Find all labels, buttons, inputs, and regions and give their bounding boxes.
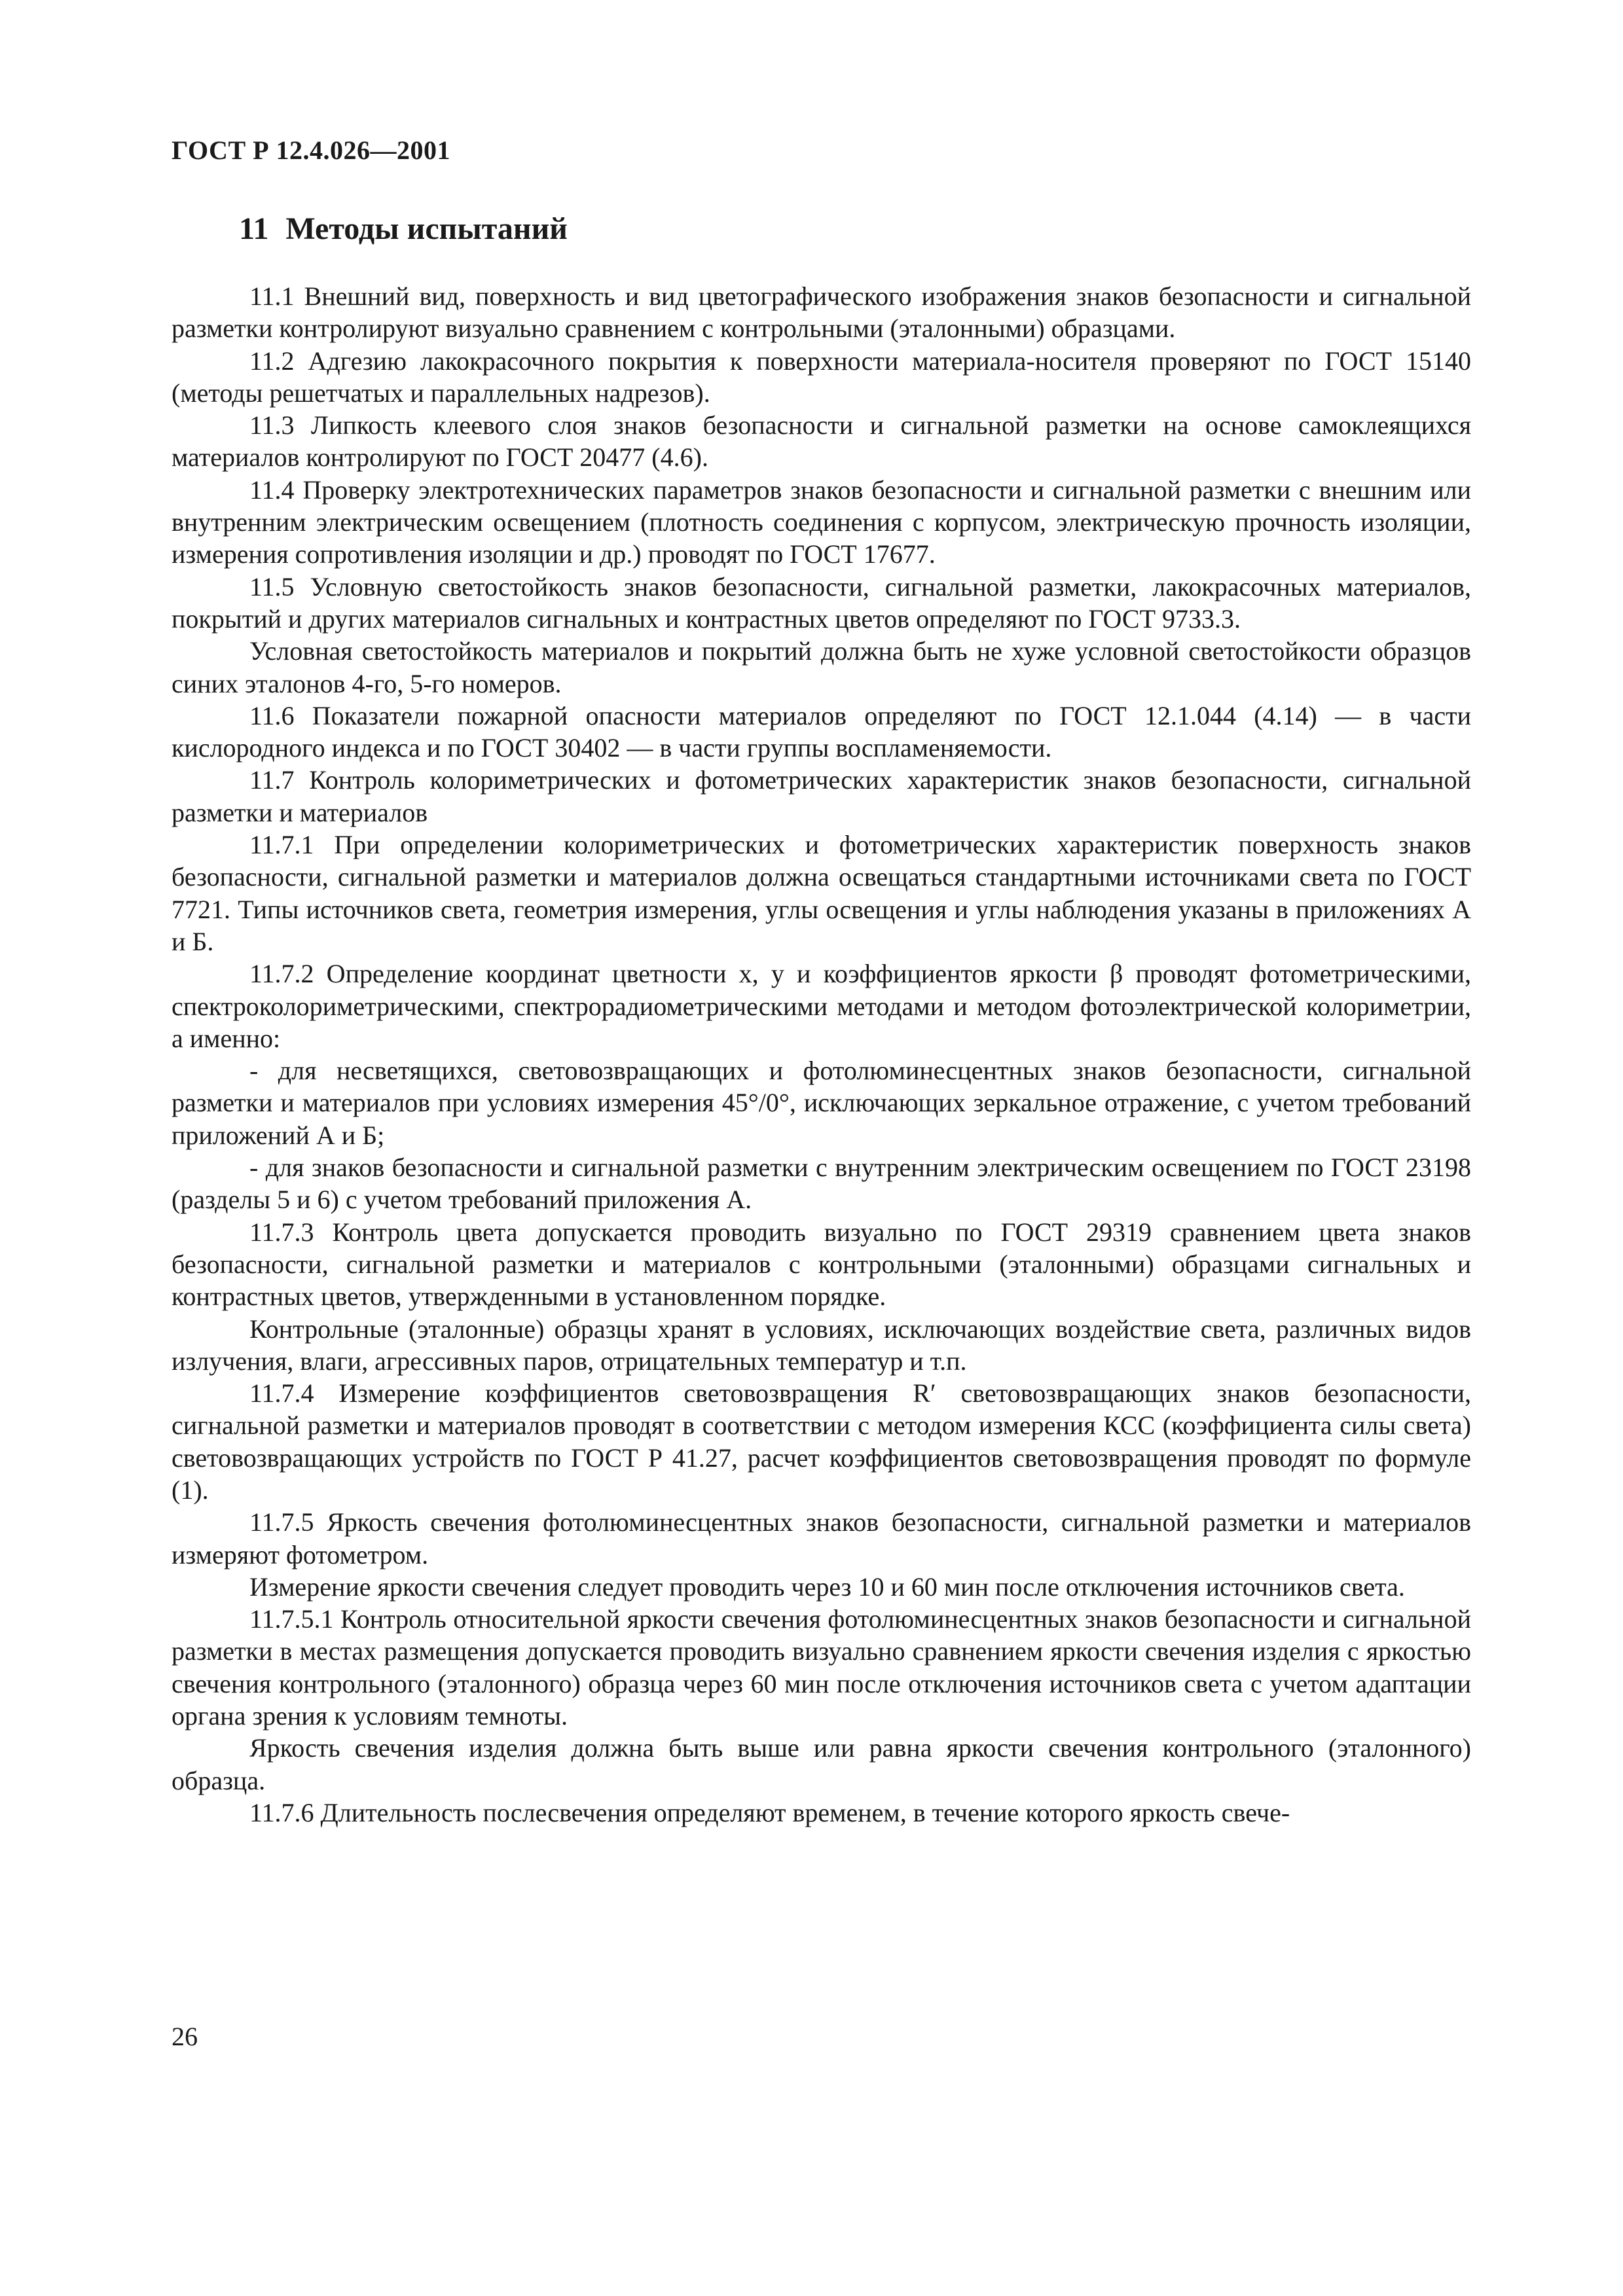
document-code-header: ГОСТ Р 12.4.026—2001: [172, 135, 451, 165]
paragraph-11-1: 11.1 Внешний вид, поверхность и вид цветографического изображения знаков безопасности и сигнальной разметки контролируют визуально сравнением с контрольными (эталонными) образцами.: [172, 281, 1471, 344]
paragraph-11-7-1: 11.7.1 При определении колориметрических и фотометрических характеристик поверхность знаков безопасности, сигнальной разметки и материалов должна освещаться стандартными источниками света по ГОСТ 7721. Типы источников света, геометрия измерения, углы освещения и углы наблюдения указаны в приложениях А и Б.: [172, 830, 1471, 956]
list-item-internal-lighting: - для знаков безопасности и сигнальной разметки с внутренним электрическим освещением по ГОСТ 23198 (разделы 5 и 6) с учетом требований приложения А.: [172, 1153, 1471, 1215]
page-number: 26: [172, 2022, 198, 2051]
paragraph-11-3: 11.3 Липкость клеевого слоя знаков безопасности и сигнальной разметки на основе самоклеящихся материалов контролируют по ГОСТ 20477 (4.6).: [172, 410, 1471, 473]
paragraph-11-5-note: Условная светостойкость материалов и покрытий должна быть не хуже условной светостойкости образцов синих эталонов 4-го, 5-го номеров.: [172, 636, 1471, 698]
section-body: [172, 280, 1471, 1829]
paragraph-11-4: 11.4 Проверку электротехнических параметров знаков безопасности и сигнальной разметки с внешним или внутренним электрическим освещением (плотность соединения с корпусом, электрическую прочность изоляции, измерения сопротивления изоляции и др.) проводят по ГОСТ 17677.: [172, 475, 1471, 569]
paragraph-11-7-3: 11.7.3 Контроль цвета допускается проводить визуально по ГОСТ 29319 сравнением цвета знаков безопасности, сигнальной разметки и материалов с контрольными (эталонными) образцами сигнальных и контрастных цветов, утвержденными в установленном порядке.: [172, 1217, 1471, 1312]
section-title: Методы испытаний: [285, 211, 568, 246]
paragraph-11-6: 11.6 Показатели пожарной опасности материалов определяют по ГОСТ 12.1.044 (4.14) — в части кислородного индекса и по ГОСТ 30402 — в части группы воспламеняемости.: [172, 700, 1471, 763]
paragraph-11-5: 11.5 Условную светостойкость знаков безопасности, сигнальной разметки, лакокрасочных материалов, покрытий и других материалов сигнальных и контрастных цветов определяют по ГОСТ 9733.3.: [172, 571, 1471, 634]
paragraph-11-7-5-timing: Измерение яркости свечения следует проводить через 10 и 60 мин после отключения источников света.: [249, 1571, 1405, 1602]
paragraph-11-7-5-1: 11.7.5.1 Контроль относительной яркости свечения фотолюминесцентных знаков безопасности и сигнальной разметки в местах размещения допускается проводить визуально сравнением яркости свечения изделия с яркостью свечения контрольного (эталонного) образца через 60 мин после отключения источников света с учетом адаптации органа зрения к условиям темноты.: [172, 1604, 1471, 1731]
paragraph-11-7-3-storage: Контрольные (эталонные) образцы хранят в условиях, исключающих воздействие света, различных видов излучения, влаги, агрессивных паров, отрицательных температур и т.п.: [172, 1314, 1471, 1376]
paragraph-11-7-4: 11.7.4 Измерение коэффициентов световозвращения R′ световозвращающих знаков безопасности, сигнальной разметки и материалов проводят в соответствии с методом измерения КСС (коэффициента силы света) световозвращающих устройств по ГОСТ Р 41.27, расчет коэффициентов световозвращения проводят по формуле (1).: [172, 1378, 1471, 1505]
paragraph-11-7-5-1-requirement: Яркость свечения изделия должна быть выше или равна яркости свечения контрольного (эталонного) образца.: [172, 1733, 1471, 1795]
paragraph-11-7-2: 11.7.2 Определение координат цветности x, y и коэффициентов яркости β проводят фотометрическими, спектроколориметрическими, спектрорадиометрическими методами и методом фотоэлектрической колориметрии, а именно:: [172, 959, 1471, 1053]
section-number: 11: [239, 211, 269, 246]
paragraph-11-2: 11.2 Адгезию лакокрасочного покрытия к поверхности материала-носителя проверяют по ГОСТ 15140 (методы решетчатых и параллельных надрезов).: [172, 346, 1471, 408]
list-item-non-luminous: - для несветящихся, световозвращающих и фотолюминесцентных знаков безопасности, сигнальной разметки и материалов при условиях измерения 45°/0°, исключающих зеркальное отражение, с учетом требований приложений А и Б;: [172, 1056, 1471, 1150]
section-heading: [239, 211, 568, 247]
paragraph-11-7-6: 11.7.6 Длительность послесвечения определяют временем, в течение которого яркость свече-: [249, 1797, 1290, 1827]
paragraph-11-7-5: 11.7.5 Яркость свечения фотолюминесцентных знаков безопасности, сигнальной разметки и материалов измеряют фотометром.: [172, 1507, 1471, 1570]
paragraph-11-7: 11.7 Контроль колориметрических и фотометрических характеристик знаков безопасности, сигнальной разметки и материалов: [172, 765, 1471, 827]
